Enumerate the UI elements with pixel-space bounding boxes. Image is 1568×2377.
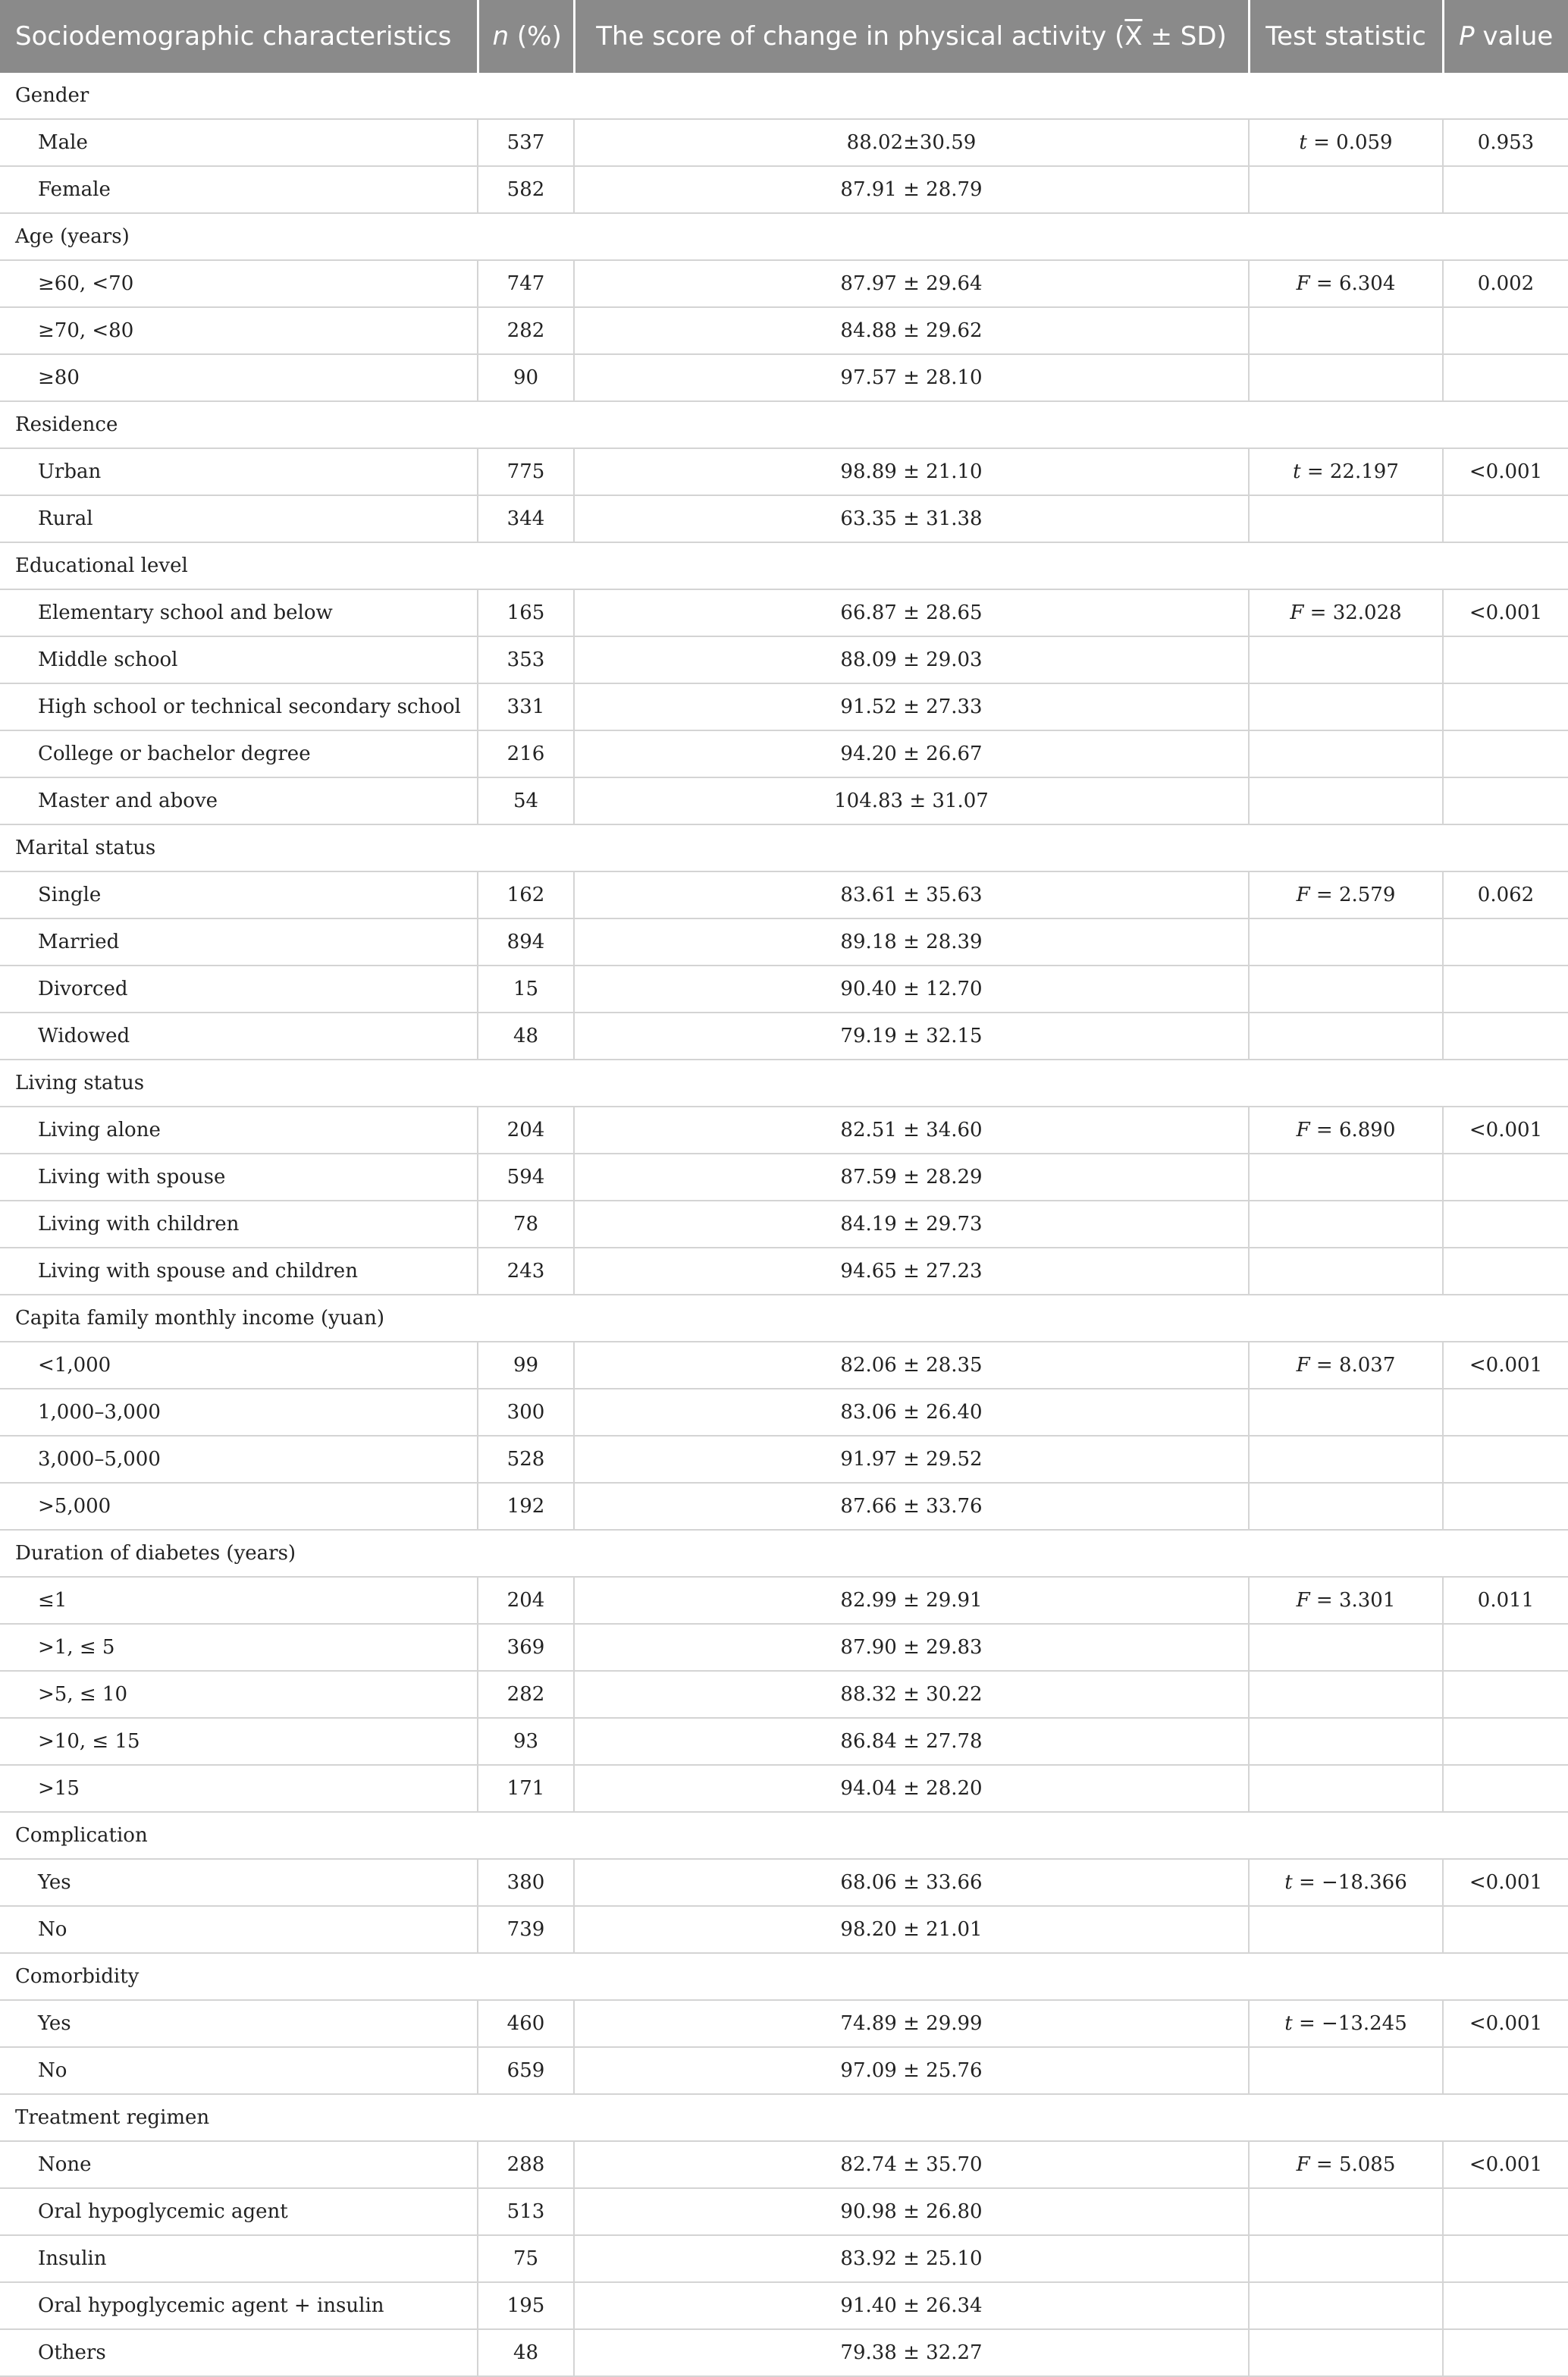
section-title: Educational level	[0, 542, 1568, 589]
row-n: 90	[478, 354, 574, 401]
row-label: Divorced	[0, 966, 478, 1013]
section-title: Gender	[0, 73, 1568, 119]
row-label: >5, ≤ 10	[0, 1671, 478, 1718]
row-label: Living with spouse and children	[0, 1248, 478, 1295]
row-p-value	[1443, 1013, 1568, 1060]
header-n: n (%)	[478, 0, 574, 73]
statistic-symbol: t	[1299, 131, 1307, 154]
header-p-value: P value	[1443, 0, 1568, 73]
row-n: 78	[478, 1201, 574, 1248]
row-test-statistic	[1249, 1624, 1443, 1671]
row-p-value	[1443, 777, 1568, 824]
row-n: 331	[478, 683, 574, 730]
row-n: 99	[478, 1342, 574, 1389]
row-p-value: 0.953	[1443, 119, 1568, 166]
row-score: 87.66 ± 33.76	[574, 1483, 1249, 1530]
row-label: >1, ≤ 5	[0, 1624, 478, 1671]
section-title: Marital status	[0, 824, 1568, 871]
table-row	[0, 1436, 1568, 1483]
row-score: 87.90 ± 29.83	[574, 1624, 1249, 1671]
statistic-value: = −18.366	[1292, 1871, 1407, 1894]
row-score: 82.51 ± 34.60	[574, 1107, 1249, 1154]
row-score: 91.40 ± 26.34	[574, 2282, 1249, 2329]
row-test-statistic	[1249, 448, 1443, 495]
row-score: 79.19 ± 32.15	[574, 1013, 1249, 1060]
row-test-statistic	[1249, 589, 1443, 636]
statistic-value: = 6.890	[1309, 1119, 1396, 1141]
statistic-value: = 32.028	[1303, 601, 1402, 624]
row-n: 75	[478, 2235, 574, 2282]
row-p-value	[1443, 683, 1568, 730]
row-score: 98.89 ± 21.10	[574, 448, 1249, 495]
row-test-statistic	[1249, 2329, 1443, 2376]
row-n: 739	[478, 1906, 574, 1953]
row-p-value	[1443, 1436, 1568, 1483]
row-n: 528	[478, 1436, 574, 1483]
table-row	[0, 1107, 1568, 1154]
row-p-value	[1443, 730, 1568, 777]
row-p-value	[1443, 2329, 1568, 2376]
row-test-statistic	[1249, 1671, 1443, 1718]
row-n: 369	[478, 1624, 574, 1671]
row-n: 54	[478, 777, 574, 824]
row-p-value	[1443, 966, 1568, 1013]
row-n: 282	[478, 1671, 574, 1718]
row-p-value	[1443, 307, 1568, 354]
row-p-value: <0.001	[1443, 589, 1568, 636]
row-label: Living with spouse	[0, 1154, 478, 1201]
table-row	[0, 918, 1568, 966]
row-test-statistic	[1249, 683, 1443, 730]
table-row	[0, 636, 1568, 683]
row-n: 162	[478, 871, 574, 918]
row-p-value: <0.001	[1443, 448, 1568, 495]
row-p-value: <0.001	[1443, 2141, 1568, 2188]
row-n: 165	[478, 589, 574, 636]
row-score: 91.97 ± 29.52	[574, 1436, 1249, 1483]
row-label: Rural	[0, 495, 478, 542]
statistic-value: = 3.301	[1309, 1589, 1396, 1612]
row-test-statistic	[1249, 1154, 1443, 1201]
row-score: 89.18 ± 28.39	[574, 918, 1249, 966]
row-label: None	[0, 2141, 478, 2188]
header-characteristics: Sociodemographic characteristics	[0, 0, 478, 73]
row-score: 66.87 ± 28.65	[574, 589, 1249, 636]
row-test-statistic	[1249, 2141, 1443, 2188]
row-score: 82.74 ± 35.70	[574, 2141, 1249, 2188]
header-score: The score of change in physical activity $(\overline{X} \pm SD)$	[574, 0, 1249, 73]
row-score: 97.09 ± 25.76	[574, 2047, 1249, 2094]
row-score: 90.98 ± 26.80	[574, 2188, 1249, 2235]
row-n: 353	[478, 636, 574, 683]
row-test-statistic	[1249, 1107, 1443, 1154]
row-p-value	[1443, 1718, 1568, 1765]
table-row	[0, 2282, 1568, 2329]
row-score: 88.02±30.59	[574, 119, 1249, 166]
row-p-value	[1443, 2282, 1568, 2329]
table-row	[0, 2188, 1568, 2235]
row-p-value	[1443, 1765, 1568, 1812]
row-p-value	[1443, 2235, 1568, 2282]
row-p-value	[1443, 1483, 1568, 1530]
table-row	[0, 1154, 1568, 1201]
row-n: 775	[478, 448, 574, 495]
section-header-row	[0, 1060, 1568, 1107]
row-score: 97.57 ± 28.10	[574, 354, 1249, 401]
row-score: 90.40 ± 12.70	[574, 966, 1249, 1013]
table-row	[0, 260, 1568, 307]
row-p-value	[1443, 1201, 1568, 1248]
table-row	[0, 1624, 1568, 1671]
table-row	[0, 1483, 1568, 1530]
row-label: ≤1	[0, 1577, 478, 1624]
table-row	[0, 1577, 1568, 1624]
row-test-statistic	[1249, 1389, 1443, 1436]
row-n: 300	[478, 1389, 574, 1436]
row-n: 894	[478, 918, 574, 966]
row-n: 288	[478, 2141, 574, 2188]
table-row	[0, 2235, 1568, 2282]
row-label: 1,000–3,000	[0, 1389, 478, 1436]
row-p-value: 0.002	[1443, 260, 1568, 307]
row-test-statistic	[1249, 2188, 1443, 2235]
table-row	[0, 2000, 1568, 2047]
row-n: 195	[478, 2282, 574, 2329]
statistic-symbol: F	[1296, 1119, 1310, 1141]
row-score: 84.88 ± 29.62	[574, 307, 1249, 354]
row-score: 82.99 ± 29.91	[574, 1577, 1249, 1624]
table-body	[0, 73, 1568, 2376]
row-score: 88.09 ± 29.03	[574, 636, 1249, 683]
table-row	[0, 1201, 1568, 1248]
row-label: >5,000	[0, 1483, 478, 1530]
row-score: 98.20 ± 21.01	[574, 1906, 1249, 1953]
row-p-value	[1443, 495, 1568, 542]
row-label: High school or technical secondary school	[0, 683, 478, 730]
row-n: 48	[478, 1013, 574, 1060]
section-header-row	[0, 2094, 1568, 2141]
row-test-statistic	[1249, 1483, 1443, 1530]
section-header-row	[0, 1295, 1568, 1342]
row-label: >10, ≤ 15	[0, 1718, 478, 1765]
row-p-value	[1443, 2188, 1568, 2235]
row-n: 582	[478, 166, 574, 213]
statistic-value: = 8.037	[1309, 1354, 1396, 1377]
row-n: 15	[478, 966, 574, 1013]
row-p-value	[1443, 1624, 1568, 1671]
row-score: 83.61 ± 35.63	[574, 871, 1249, 918]
row-label: Urban	[0, 448, 478, 495]
row-score: 88.32 ± 30.22	[574, 1671, 1249, 1718]
section-header-row	[0, 73, 1568, 119]
table-row	[0, 2329, 1568, 2376]
table-row	[0, 1906, 1568, 1953]
table-row	[0, 1389, 1568, 1436]
row-label: Yes	[0, 1859, 478, 1906]
row-label: Middle school	[0, 636, 478, 683]
row-label: Single	[0, 871, 478, 918]
row-label: Yes	[0, 2000, 478, 2047]
row-test-statistic	[1249, 636, 1443, 683]
table-row	[0, 119, 1568, 166]
section-title: Living status	[0, 1060, 1568, 1107]
statistic-symbol: F	[1296, 1589, 1310, 1612]
row-n: 171	[478, 1765, 574, 1812]
row-label: >15	[0, 1765, 478, 1812]
row-score: 86.84 ± 27.78	[574, 1718, 1249, 1765]
row-label: 3,000–5,000	[0, 1436, 478, 1483]
row-score: 87.91 ± 28.79	[574, 166, 1249, 213]
row-p-value	[1443, 636, 1568, 683]
row-p-value: <0.001	[1443, 2000, 1568, 2047]
header-row	[0, 0, 1568, 73]
row-test-statistic	[1249, 1906, 1443, 1953]
row-p-value: <0.001	[1443, 1342, 1568, 1389]
row-score: 94.04 ± 28.20	[574, 1765, 1249, 1812]
statistic-value: = −13.245	[1292, 2012, 1407, 2035]
row-n: 594	[478, 1154, 574, 1201]
statistic-symbol: t	[1293, 460, 1301, 483]
table-row	[0, 166, 1568, 213]
statistic-value: = 0.059	[1306, 131, 1393, 154]
row-test-statistic	[1249, 1248, 1443, 1295]
statistic-symbol: t	[1284, 2012, 1293, 2035]
row-n: 659	[478, 2047, 574, 2094]
row-test-statistic	[1249, 495, 1443, 542]
row-label: <1,000	[0, 1342, 478, 1389]
statistic-symbol: F	[1296, 1354, 1310, 1377]
section-title: Comorbidity	[0, 1953, 1568, 2000]
row-label: Widowed	[0, 1013, 478, 1060]
statistic-value: = 22.197	[1300, 460, 1399, 483]
row-p-value	[1443, 1906, 1568, 1953]
row-test-statistic	[1249, 119, 1443, 166]
row-label: Elementary school and below	[0, 589, 478, 636]
table-row	[0, 1859, 1568, 1906]
row-label: Others	[0, 2329, 478, 2376]
row-p-value: <0.001	[1443, 1107, 1568, 1154]
row-test-statistic	[1249, 1013, 1443, 1060]
row-p-value	[1443, 1671, 1568, 1718]
row-label: No	[0, 1906, 478, 1953]
section-header-row	[0, 542, 1568, 589]
row-score: 83.06 ± 26.40	[574, 1389, 1249, 1436]
section-header-row	[0, 401, 1568, 448]
row-score: 74.89 ± 29.99	[574, 2000, 1249, 2047]
row-label: ≥60, <70	[0, 260, 478, 307]
row-n: 204	[478, 1577, 574, 1624]
row-test-statistic	[1249, 1765, 1443, 1812]
row-score: 79.38 ± 32.27	[574, 2329, 1249, 2376]
table-row	[0, 495, 1568, 542]
row-test-statistic	[1249, 918, 1443, 966]
row-p-value	[1443, 918, 1568, 966]
row-score: 94.65 ± 27.23	[574, 1248, 1249, 1295]
row-test-statistic	[1249, 2235, 1443, 2282]
row-score: 82.06 ± 28.35	[574, 1342, 1249, 1389]
row-test-statistic	[1249, 966, 1443, 1013]
section-title: Age (years)	[0, 213, 1568, 260]
row-n: 460	[478, 2000, 574, 2047]
row-test-statistic	[1249, 2047, 1443, 2094]
row-n: 192	[478, 1483, 574, 1530]
row-test-statistic	[1249, 354, 1443, 401]
row-test-statistic	[1249, 307, 1443, 354]
row-score: 83.92 ± 25.10	[574, 2235, 1249, 2282]
row-test-statistic	[1249, 2000, 1443, 2047]
table-row	[0, 1248, 1568, 1295]
row-test-statistic	[1249, 777, 1443, 824]
row-test-statistic	[1249, 1718, 1443, 1765]
row-test-statistic	[1249, 166, 1443, 213]
row-n: 747	[478, 260, 574, 307]
row-test-statistic	[1249, 871, 1443, 918]
section-title: Complication	[0, 1812, 1568, 1859]
row-n: 380	[478, 1859, 574, 1906]
row-n: 216	[478, 730, 574, 777]
section-title: Residence	[0, 401, 1568, 448]
row-label: No	[0, 2047, 478, 2094]
row-label: Living alone	[0, 1107, 478, 1154]
table-row	[0, 307, 1568, 354]
section-title: Capita family monthly income (yuan)	[0, 1295, 1568, 1342]
row-n: 282	[478, 307, 574, 354]
table-row	[0, 683, 1568, 730]
row-score: 94.20 ± 26.67	[574, 730, 1249, 777]
row-n: 243	[478, 1248, 574, 1295]
table-row	[0, 966, 1568, 1013]
row-p-value	[1443, 1248, 1568, 1295]
row-label: Oral hypoglycemic agent	[0, 2188, 478, 2235]
row-score: 87.59 ± 28.29	[574, 1154, 1249, 1201]
row-test-statistic	[1249, 1859, 1443, 1906]
header-test-statistic: Test statistic	[1249, 0, 1443, 73]
row-p-value: <0.001	[1443, 1859, 1568, 1906]
statistic-value: = 2.579	[1309, 884, 1396, 906]
statistic-value: = 6.304	[1309, 272, 1396, 295]
row-score: 87.97 ± 29.64	[574, 260, 1249, 307]
table-row	[0, 2141, 1568, 2188]
table-row	[0, 2047, 1568, 2094]
row-p-value	[1443, 1389, 1568, 1436]
statistic-symbol: t	[1284, 1871, 1293, 1894]
statistic-symbol: F	[1290, 601, 1304, 624]
row-n: 48	[478, 2329, 574, 2376]
row-score: 84.19 ± 29.73	[574, 1201, 1249, 1248]
statistic-value: = 5.085	[1309, 2153, 1396, 2176]
row-score: 104.83 ± 31.07	[574, 777, 1249, 824]
table-row	[0, 1342, 1568, 1389]
statistic-symbol: F	[1296, 884, 1310, 906]
table-row	[0, 871, 1568, 918]
row-test-statistic	[1249, 1436, 1443, 1483]
statistic-symbol: F	[1296, 2153, 1310, 2176]
table-row	[0, 448, 1568, 495]
statistic-symbol: F	[1296, 272, 1310, 295]
table-row	[0, 730, 1568, 777]
table-row	[0, 1671, 1568, 1718]
row-label: Insulin	[0, 2235, 478, 2282]
table-row	[0, 589, 1568, 636]
row-p-value	[1443, 166, 1568, 213]
section-header-row	[0, 1953, 1568, 2000]
row-label: ≥80	[0, 354, 478, 401]
row-p-value: 0.011	[1443, 1577, 1568, 1624]
row-test-statistic	[1249, 260, 1443, 307]
row-label: Female	[0, 166, 478, 213]
row-test-statistic	[1249, 2282, 1443, 2329]
row-score: 63.35 ± 31.38	[574, 495, 1249, 542]
section-title: Duration of diabetes (years)	[0, 1530, 1568, 1577]
section-header-row	[0, 824, 1568, 871]
table-row	[0, 777, 1568, 824]
row-label: Oral hypoglycemic agent + insulin	[0, 2282, 478, 2329]
row-n: 537	[478, 119, 574, 166]
row-p-value: 0.062	[1443, 871, 1568, 918]
row-n: 513	[478, 2188, 574, 2235]
row-label: Living with children	[0, 1201, 478, 1248]
row-label: Master and above	[0, 777, 478, 824]
section-header-row	[0, 1530, 1568, 1577]
row-p-value	[1443, 1154, 1568, 1201]
table-row	[0, 1765, 1568, 1812]
row-label: Married	[0, 918, 478, 966]
section-header-row	[0, 213, 1568, 260]
row-label: College or bachelor degree	[0, 730, 478, 777]
row-score: 68.06 ± 33.66	[574, 1859, 1249, 1906]
row-label: Male	[0, 119, 478, 166]
row-n: 93	[478, 1718, 574, 1765]
table-row	[0, 1013, 1568, 1060]
section-header-row	[0, 1812, 1568, 1859]
row-test-statistic	[1249, 730, 1443, 777]
row-test-statistic	[1249, 1201, 1443, 1248]
row-test-statistic	[1249, 1342, 1443, 1389]
row-score: 91.52 ± 27.33	[574, 683, 1249, 730]
row-p-value	[1443, 354, 1568, 401]
row-test-statistic	[1249, 1577, 1443, 1624]
section-title: Treatment regimen	[0, 2094, 1568, 2141]
table-row	[0, 354, 1568, 401]
row-n: 204	[478, 1107, 574, 1154]
row-n: 344	[478, 495, 574, 542]
row-p-value	[1443, 2047, 1568, 2094]
table-row	[0, 1718, 1568, 1765]
row-label: ≥70, <80	[0, 307, 478, 354]
